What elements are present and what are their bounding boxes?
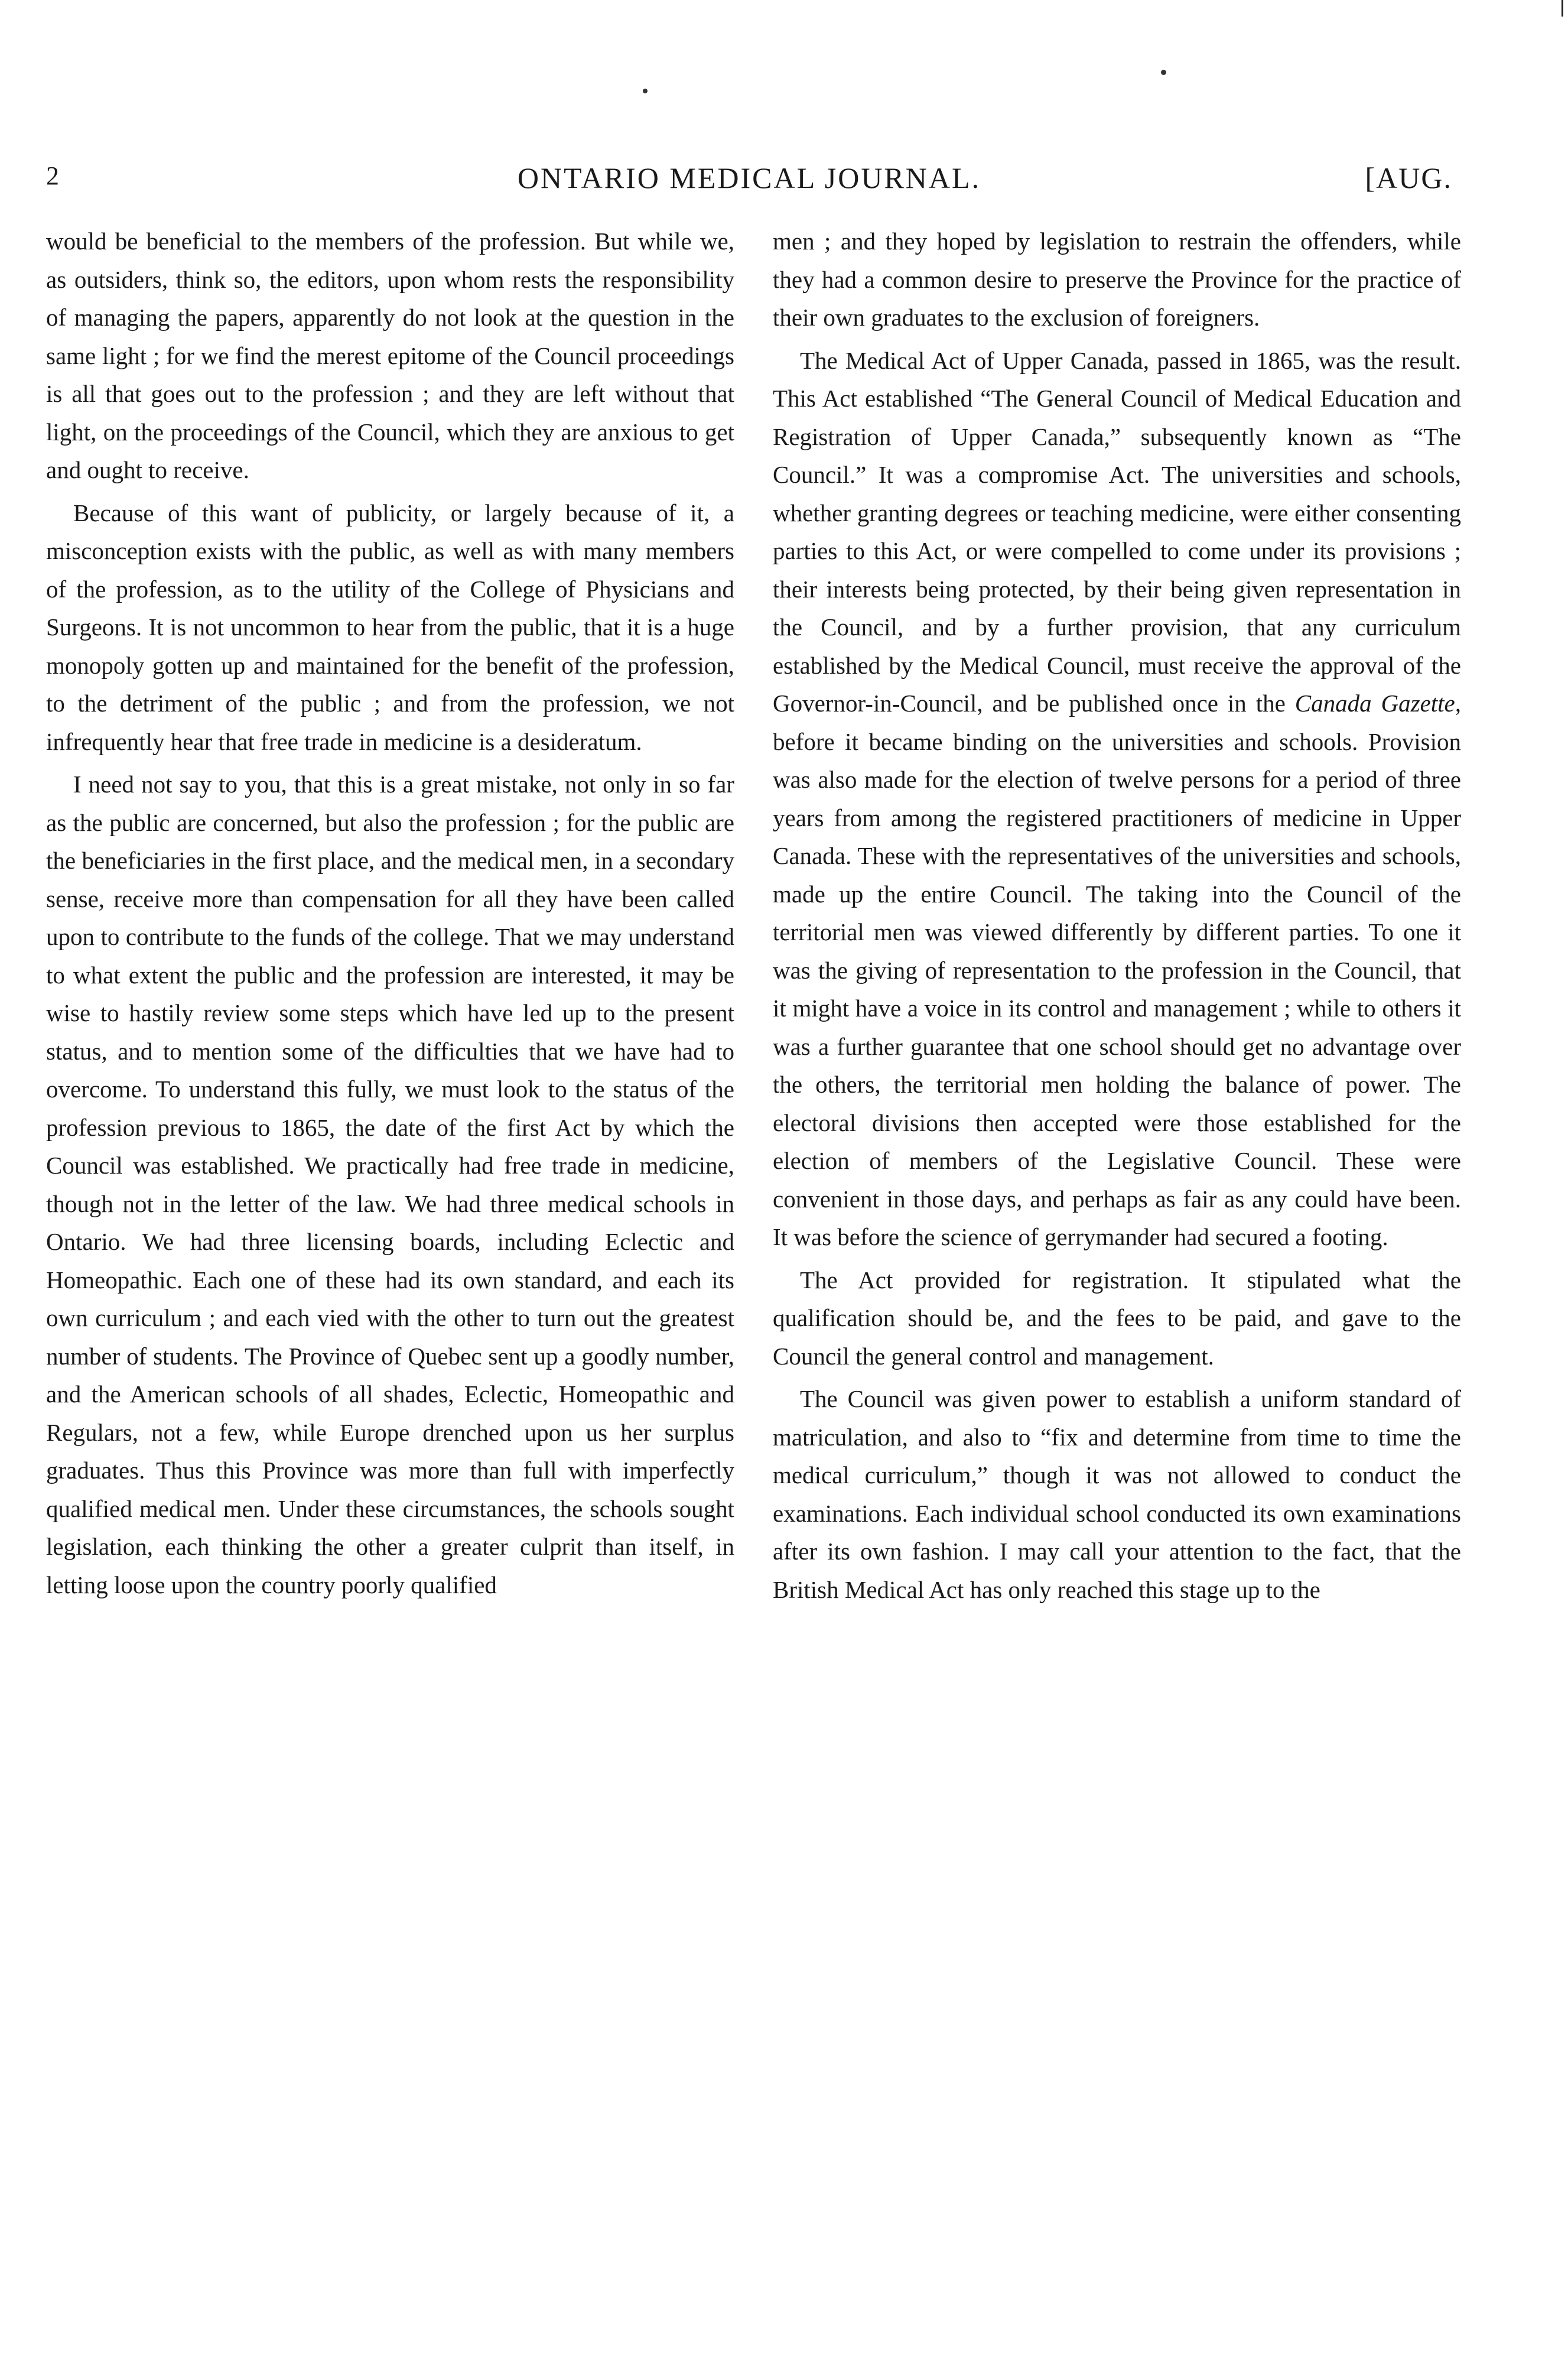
scan-speck — [643, 89, 648, 93]
page-number: 2 — [46, 161, 59, 190]
paragraph: would be beneficial to the members of the profession. But while we, as outsiders, think so, the editors, upon whom rests the responsibility of managing the papers, apparently do not look at the question in the same light ; for we find the merest epitome of the Council proceedings is all that goes out to the profession ; and they are left without that light, on the proceedings of the Council, which they are anxious to get and ought to receive. — [46, 228, 734, 483]
left-column — [46, 222, 734, 1604]
page-header — [46, 161, 1452, 202]
paragraph: The Council was given power to establish a uniform standard of matriculation, and also to “fix and determine from time to time the medical curriculum,” though it was not allowed to conduct the examinations. Each individual school conducted its own examinations after its own fashion. I may call your attention to the fact, that the British Medical Act has only reached this stage up to the — [773, 1385, 1461, 1603]
publication-title: Canada Gazette, — [1294, 690, 1461, 717]
paragraph: The Act provided for registration. It stipulated what the qualification should be, and the fees to be paid, and gave to the Council the general control and management. — [773, 1266, 1461, 1370]
paragraph: men ; and they hoped by legislation to restrain the offenders, while they had a common desire to preserve the Province for the practice of their own graduates to the exclusion of foreigners. — [773, 228, 1461, 331]
paragraph: I need not say to you, that this is a great mistake, not only in so far as the public are concerned, but also the profession ; for the public are the beneficiaries in the first place, and the medical men, in a secondary sense, receive more than compensation for all they have been called upon to contribute to the funds of the college. That we may understand to what extent the public and the profession are interested, it may be wise to hastily review some steps which have led up to the present status, and to mention some of the difficulties that we have had to overcome. To understand this fully, we must look to the status of the profession previous to 1865, the date of the first Act by which the Council was established. We practically had free trade in medicine, though not in the letter of the law. We had three medical schools in Ontario. We had three licensing boards, including Eclectic and Homeopathic. Each one of these had its own standard, and each its own curriculum ; and each vied with the other to turn out the greatest number of students. The Province of Quebec sent up a goodly number, and the American schools of all shades, Eclectic, Homeopathic and Regulars, not a few, while Europe drenched upon us her surplus graduates. Thus this Province was more than full with imperfectly qualified medical men. Under these circumstances, the schools sought legislation, each thinking the other a greater culprit than itself, in letting loose upon the country poorly qualified — [46, 771, 734, 1598]
paragraph: Because of this want of publicity, or largely because of it, a misconception exists with the public, as well as with many members of the profession, as to the utility of the College of Physicians and Surgeons. It is not uncommon to hear from the public, that it is a huge monopoly gotten up and maintained for the benefit of the profession, to the detriment of the public ; and from the profession, we not infrequently hear that free trade in medicine is a desideratum. — [46, 499, 734, 755]
paragraph — [773, 342, 1461, 1256]
right-column — [773, 222, 1461, 1609]
paragraph-text: before it became binding on the universities and schools. Provision was also made for the election of twelve persons for a period of three years from among the registered practitioners of medicine in Upper Canada. These with the representatives of the universities and schools, made up the entire Council. The taking into the Council of the territorial men was viewed differently by different parties. To one it was the giving of representation to the profession in the Council, that it might have a voice in its control and management ; while to others it was a further guarantee that one school should get no advantage over the others, the territorial men holding the balance of power. The electoral divisions then accepted were those established for the election of members of the Legislative Council. These were convenient in those days, and perhaps as fair as any could have been. It was before the science of gerrymander had secured a footing. — [773, 727, 1461, 1250]
running-date: [AUG. — [1365, 161, 1452, 194]
scan-edge-mark — [1562, 0, 1563, 17]
scan-speck — [1161, 70, 1166, 75]
running-title: ONTARIO MEDICAL JOURNAL. — [517, 161, 981, 194]
paragraph-text: The Medical Act of Upper Canada, passed in 1865, was the result. This Act established “The General Council of Medical Education and Registration of Upper Canada,” subsequently known as “The Council.” It was a compromise Act. The universities and schools, whether granting degrees or teaching medicine, were either consenting parties to this Act, or were compelled to come under its provisions ; their interests being protected, by their being given representation in the Council, and by a further provision, that any curriculum established by the Medical Council, must receive the approval of the Governor-in-Council, and be published once in the — [773, 346, 1461, 717]
